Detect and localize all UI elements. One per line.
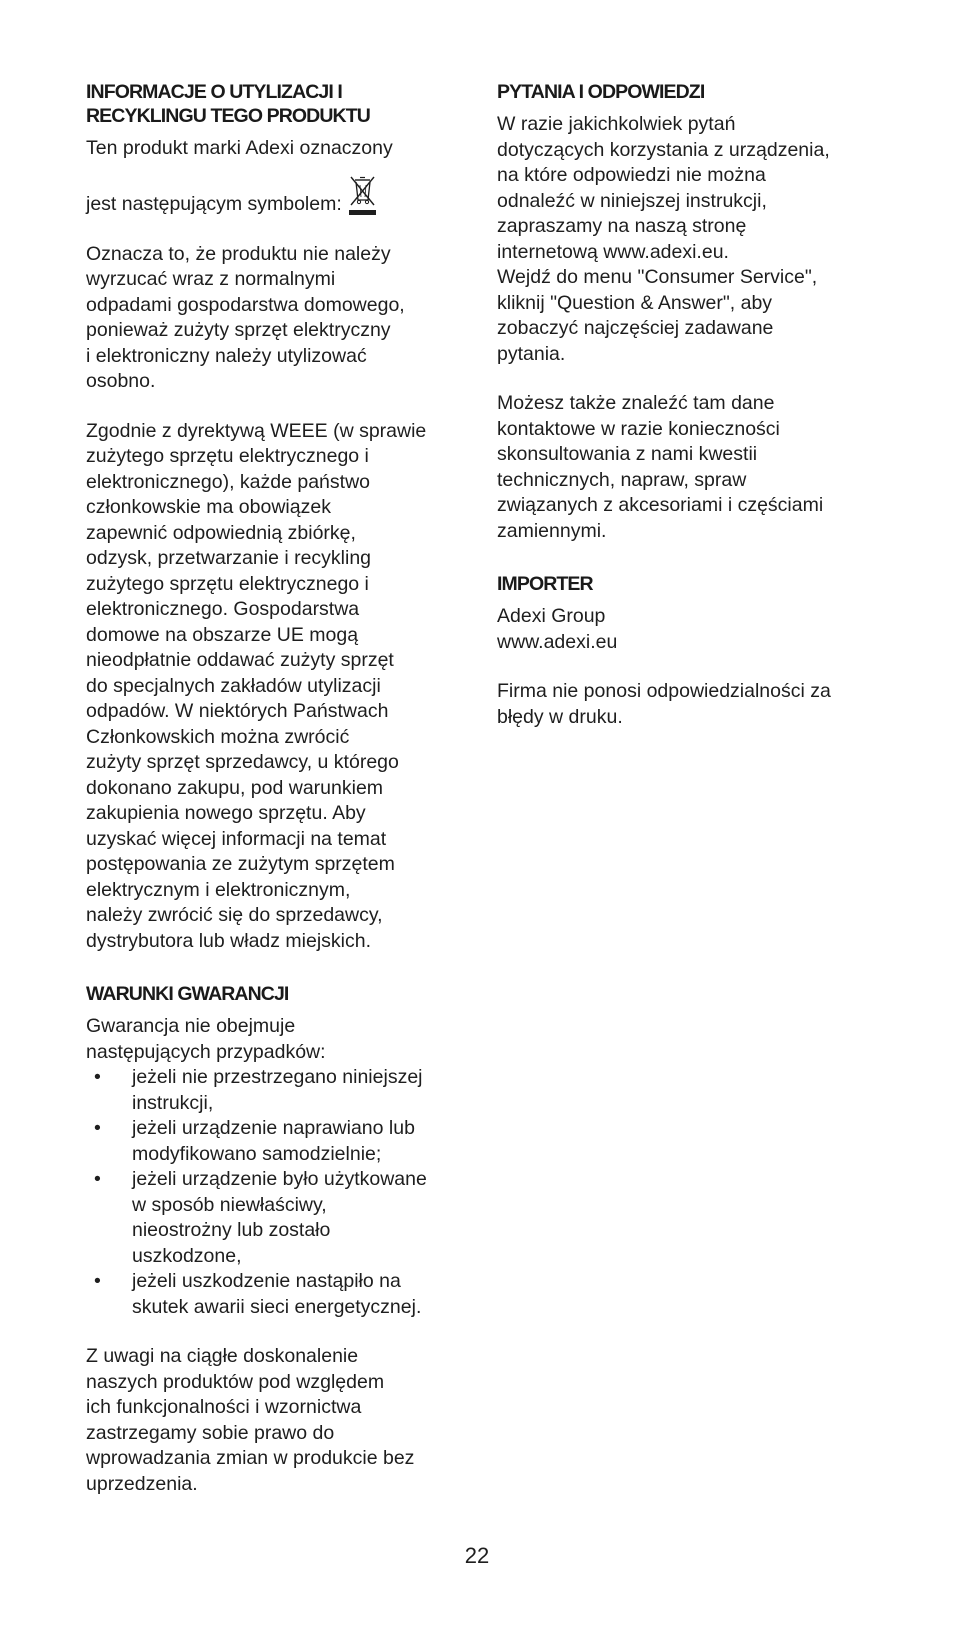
warranty-heading: WARUNKI GWARANCJI [86,983,289,1005]
bullet-icon: • [94,1066,101,1088]
recycling-intro: Ten produkt marki Adexi oznaczony [86,137,393,159]
bullet-icon: • [94,1117,101,1139]
left-column [86,80,466,1523]
symbol-text: jest następującym symbolem: [86,193,342,215]
list-item-text: jeżeli urządzenie naprawiano lub modyfikowano samodzielnie; [132,1117,415,1165]
bullet-icon: • [94,1168,101,1190]
list-item-text: jeżeli nie przestrzegano niniejszej instrukcji, [132,1066,423,1114]
faq-section [497,80,877,544]
warranty-list [86,1065,466,1320]
importer-disclaimer: Firma nie ponosi odpowiedzialności za błędy w druku. [497,680,831,728]
list-item [86,1269,466,1320]
list-item-text: jeżeli uszkodzenie nastąpiło na skutek awarii sieci energetycznej. [132,1270,422,1318]
warranty-closing: Z uwagi na ciągłe doskonalenie naszych produktów pod względem ich funkcjonalności i wzornictwa zastrzegamy sobie prawo do wprowadzania zmian w produkcie bez uprzedzenia. [86,1345,415,1495]
faq-paragraph-2: Możesz także znaleźć tam dane kontaktowe w razie konieczności skonsultowania z nami kwestii technicznych, napraw, spraw związanych z akcesoriami i częściami zamiennymi. [497,392,824,542]
list-item [86,1116,466,1167]
recycling-paragraph-2: Zgodnie z dyrektywą WEEE (w sprawie zużytego sprzętu elektrycznego i elektronicznego), każde państwo członkowskie ma obowiązek zapewnić odpowiednią zbiórkę, odzysk, przetwarzanie i recykling zużytego sprzętu elektrycznego i elektronicznego. Gospodarstwa domowe na obszarze UE mogą nieodpłatnie oddawać zużyty sprzęt do specjalnych zakładów utylizacji odpadów. W niektórych Państwach Członkowskich można zwrócić zużyty sprzęt sprzedawcy, u którego dokonano zakupu, pod warunkiem zakupienia nowego sprzętu. Aby uzyskać więcej informacji na temat postępowania ze zużytym sprzętem elektrycznym i elektronicznym, należy zwrócić się do sprzedawcy, dystrybutora lub władz miejskich. [86,419,427,952]
importer-address: Adexi Group www.adexi.eu [497,605,618,653]
page-number: 22 [464,1543,490,1568]
list-item-text: jeżeli urządzenie było użytkowane w sposób niewłaściwy, nieostrożny lub zostało uszkodzone, [132,1168,427,1267]
recycling-section [86,80,466,954]
symbol-line [86,172,466,218]
list-item [86,1065,466,1116]
faq-paragraph-1: W razie jakichkolwiek pytań dotyczących korzystania z urządzenia, na które odpowiedzi nie można odnaleźć w niniejszej instrukcji, zapraszamy na naszą stronę internetową www.adexi.eu. Wejdź do menu "Consumer Service", kliknij "Question & Answer", aby zobaczyć najczęściej zadawane pytania. [497,113,830,365]
warranty-section [86,982,466,1497]
recycling-paragraph-1: Oznacza to, że produktu nie należy wyrzucać wraz z normalnymi odpadami gospodarstwa domowego, ponieważ zużyty sprzęt elektryczny i elektroniczny należy utylizować osobno. [86,242,405,392]
list-item [86,1167,466,1269]
importer-heading: IMPORTER [497,573,593,595]
bullet-icon: • [94,1270,101,1292]
right-column [497,80,877,756]
faq-heading: PYTANIA I ODPOWIEDZI [497,81,705,103]
recycling-heading: INFORMACJE O UTYLIZACJI I RECYKLINGU TEGO PRODUKTU [86,81,370,127]
warranty-intro: Gwarancja nie obejmuje następujących przypadków: [86,1015,326,1063]
crossed-out-wheelie-bin-icon [346,174,378,220]
importer-section [497,572,877,730]
